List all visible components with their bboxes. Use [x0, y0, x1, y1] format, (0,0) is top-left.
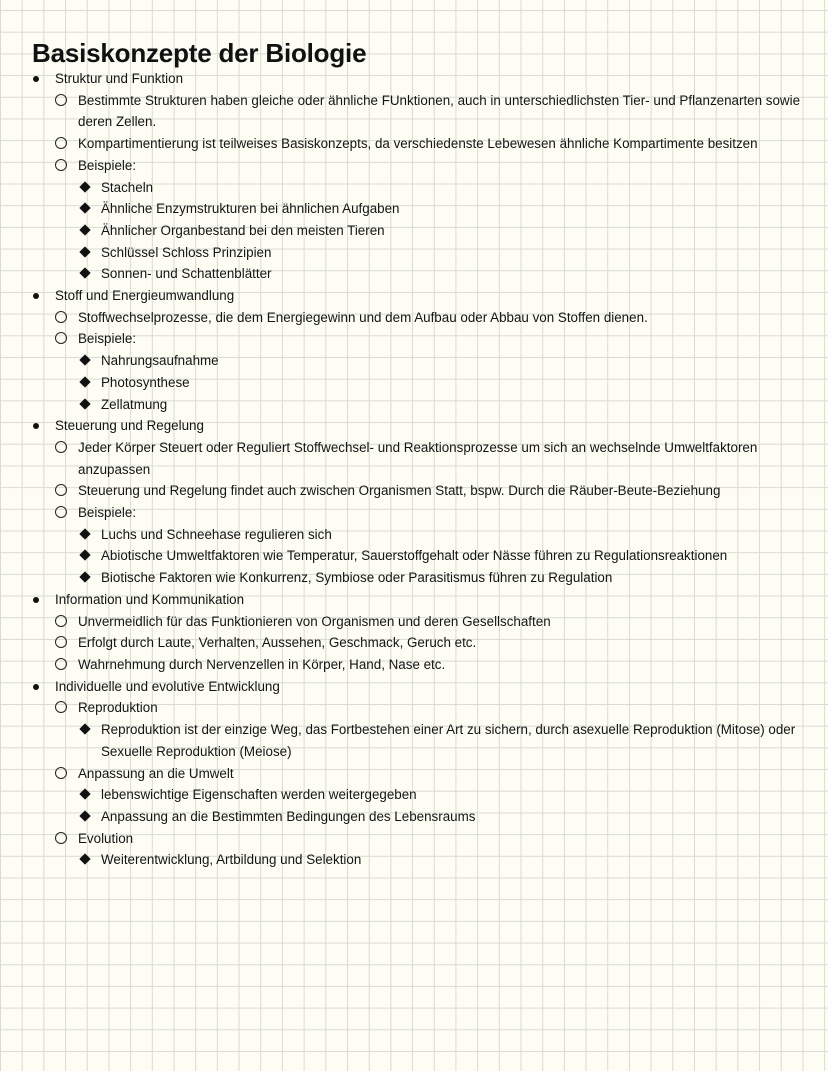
point-row — [0, 502, 828, 524]
example-row — [0, 394, 828, 416]
point-text: Wahrnehmung durch Nervenzellen in Körper, Hand, Nase etc. — [78, 656, 446, 672]
point-text: Reproduktion — [78, 700, 158, 716]
bullet-circle-icon — [55, 311, 67, 323]
example-row — [0, 220, 828, 242]
example-item — [0, 372, 828, 394]
point-item — [0, 155, 828, 285]
bullet-circle-icon — [55, 658, 67, 670]
example-row — [0, 545, 828, 567]
bullet-dot-icon — [33, 597, 39, 603]
example-text: Zellatmung — [101, 396, 168, 412]
example-item — [0, 350, 828, 372]
example-text: Schlüssel Schloss Prinzipien — [101, 244, 272, 260]
example-list — [0, 719, 828, 762]
example-item — [0, 177, 828, 199]
point-text: Erfolgt durch Laute, Verhalten, Aussehen, Geschmack, Geruch etc. — [78, 635, 477, 651]
example-item — [0, 784, 828, 806]
bullet-diamond-icon — [79, 550, 90, 561]
example-item — [0, 394, 828, 416]
point-item — [0, 328, 828, 415]
example-list — [0, 177, 828, 286]
point-text: Evolution — [78, 830, 134, 846]
point-item — [0, 502, 828, 589]
point-text: Anpassung an die Umwelt — [78, 765, 234, 781]
example-item — [0, 242, 828, 264]
example-row — [0, 524, 828, 546]
section-item — [0, 415, 828, 589]
bullet-circle-icon — [55, 484, 67, 496]
bullet-circle-icon — [55, 332, 67, 344]
point-row — [0, 90, 828, 133]
point-list — [0, 697, 828, 871]
section-label: Struktur und Funktion — [55, 71, 184, 86]
example-item — [0, 198, 828, 220]
example-row — [0, 806, 828, 828]
section-label: Stoff und Energieumwandlung — [55, 288, 235, 304]
point-row — [0, 155, 828, 177]
point-text: Steuerung und Regelung findet auch zwischen Organismen Statt, bspw. Durch die Räuber-Beute-Beziehung — [78, 483, 721, 499]
point-list — [0, 307, 828, 416]
bullet-circle-icon — [55, 701, 67, 713]
bullet-diamond-icon — [79, 268, 90, 279]
example-row — [0, 350, 828, 372]
point-item — [0, 632, 828, 654]
section-item — [0, 676, 828, 871]
example-list — [0, 524, 828, 589]
example-text: Luchs und Schneehase regulieren sich — [101, 526, 332, 542]
example-row — [0, 784, 828, 806]
section-label: Information und Kommunikation — [55, 591, 245, 607]
point-item — [0, 697, 828, 762]
example-text: Photosynthese — [101, 374, 190, 390]
section-heading — [0, 285, 828, 307]
section-heading — [0, 68, 828, 90]
example-list — [0, 849, 828, 871]
bullet-circle-icon — [55, 94, 67, 106]
point-row — [0, 307, 828, 329]
example-item — [0, 806, 828, 828]
section-heading — [0, 415, 828, 437]
example-text: Anpassung an die Bestimmten Bedingungen des Lebensraums — [101, 808, 476, 824]
example-item — [0, 567, 828, 589]
bullet-diamond-icon — [79, 376, 90, 387]
point-text: Stoffwechselprozesse, die dem Energiegewinn und dem Aufbau oder Abbau von Stoffen dienen. — [78, 309, 648, 325]
example-row — [0, 242, 828, 264]
point-text: Kompartimentierung ist teilweises Basiskonzepts, da verschiedenste Lebewesen ähnliche Kompartimente besitzen — [78, 136, 758, 152]
bullet-circle-icon — [55, 832, 67, 844]
example-text: Sonnen- und Schattenblätter — [101, 266, 272, 282]
concept-outline — [0, 68, 828, 871]
point-text: Beispiele: — [78, 331, 137, 347]
section-item — [0, 285, 828, 415]
bullet-diamond-icon — [79, 181, 90, 192]
bullet-diamond-icon — [79, 203, 90, 214]
example-row — [0, 567, 828, 589]
bullet-circle-icon — [55, 506, 67, 518]
point-item — [0, 611, 828, 633]
bullet-dot-icon — [33, 423, 39, 429]
bullet-diamond-icon — [79, 723, 90, 734]
example-text: Stacheln — [101, 179, 154, 195]
point-text: Unvermeidlich für das Funktionieren von Organismen und deren Gesellschaften — [78, 613, 551, 629]
section-label: Steuerung und Regelung — [55, 418, 204, 434]
point-text: Beispiele: — [78, 505, 137, 521]
point-row — [0, 611, 828, 633]
example-text: Reproduktion ist der einzige Weg, das Fortbestehen einer Art zu sichern, durch asexuelle Reproduktion (Mitose) oder Sexuelle Reproduktion (Meiose) — [101, 722, 796, 759]
section-heading — [0, 676, 828, 698]
point-row — [0, 437, 828, 480]
bullet-diamond-icon — [79, 354, 90, 365]
section-item — [0, 68, 828, 285]
point-row — [0, 828, 828, 850]
bullet-dot-icon — [33, 76, 39, 82]
page-title: Basiskonzepte der Biologie — [32, 38, 367, 68]
example-list — [0, 350, 828, 415]
point-text: Beispiele: — [78, 157, 137, 173]
point-item — [0, 828, 828, 871]
bullet-circle-icon — [55, 137, 67, 149]
bullet-diamond-icon — [79, 246, 90, 257]
example-list — [0, 784, 828, 827]
example-item — [0, 545, 828, 567]
example-row — [0, 719, 828, 762]
bullet-diamond-icon — [79, 810, 90, 821]
point-row — [0, 133, 828, 155]
point-row — [0, 654, 828, 676]
bullet-diamond-icon — [79, 528, 90, 539]
example-text: Abiotische Umweltfaktoren wie Temperatur, Sauerstoffgehalt oder Nässe führen zu Regulationsreaktionen — [101, 548, 728, 564]
example-text: lebenswichtige Eigenschaften werden weitergegeben — [101, 787, 417, 803]
bullet-dot-icon — [33, 293, 39, 299]
example-item — [0, 263, 828, 285]
example-row — [0, 263, 828, 285]
point-row — [0, 697, 828, 719]
section-item — [0, 589, 828, 676]
bullet-diamond-icon — [79, 224, 90, 235]
example-row — [0, 177, 828, 199]
point-list — [0, 90, 828, 285]
example-row — [0, 849, 828, 871]
example-text: Nahrungsaufnahme — [101, 353, 219, 369]
point-item — [0, 763, 828, 828]
example-row — [0, 198, 828, 220]
point-item — [0, 133, 828, 155]
example-text: Weiterentwicklung, Artbildung und Selektion — [101, 852, 362, 868]
example-item — [0, 220, 828, 242]
point-row — [0, 328, 828, 350]
example-item — [0, 849, 828, 871]
section-label: Individuelle und evolutive Entwicklung — [55, 678, 280, 694]
bullet-diamond-icon — [79, 854, 90, 865]
bullet-diamond-icon — [79, 572, 90, 583]
bullet-diamond-icon — [79, 789, 90, 800]
bullet-circle-icon — [55, 441, 67, 453]
bullet-circle-icon — [55, 159, 67, 171]
bullet-diamond-icon — [79, 398, 90, 409]
example-row — [0, 372, 828, 394]
point-text: Jeder Körper Steuert oder Reguliert Stoffwechsel- und Reaktionsprozesse um sich an wechselnde Umweltfaktoren anzupassen — [78, 439, 758, 477]
section-heading — [0, 589, 828, 611]
example-item — [0, 524, 828, 546]
example-text: Ähnliche Enzymstrukturen bei ähnlichen Aufgaben — [101, 201, 400, 217]
point-row — [0, 480, 828, 502]
point-item — [0, 480, 828, 502]
point-row — [0, 763, 828, 785]
example-text: Biotische Faktoren wie Konkurrenz, Symbiose oder Parasitismus führen zu Regulation — [101, 570, 613, 586]
point-item — [0, 90, 828, 133]
point-text: Bestimmte Strukturen haben gleiche oder ähnliche FUnktionen, auch in unterschiedlichsten Tier- und Pflanzenarten sowie deren Zellen. — [78, 92, 801, 130]
example-text: Ähnlicher Organbestand bei den meisten Tieren — [101, 222, 385, 238]
point-list — [0, 611, 828, 676]
point-item — [0, 437, 828, 480]
example-item — [0, 719, 828, 762]
point-list — [0, 437, 828, 589]
point-item — [0, 307, 828, 329]
bullet-circle-icon — [55, 636, 67, 648]
point-item — [0, 654, 828, 676]
bullet-dot-icon — [33, 684, 39, 690]
bullet-circle-icon — [55, 615, 67, 627]
point-row — [0, 632, 828, 654]
bullet-circle-icon — [55, 767, 67, 779]
